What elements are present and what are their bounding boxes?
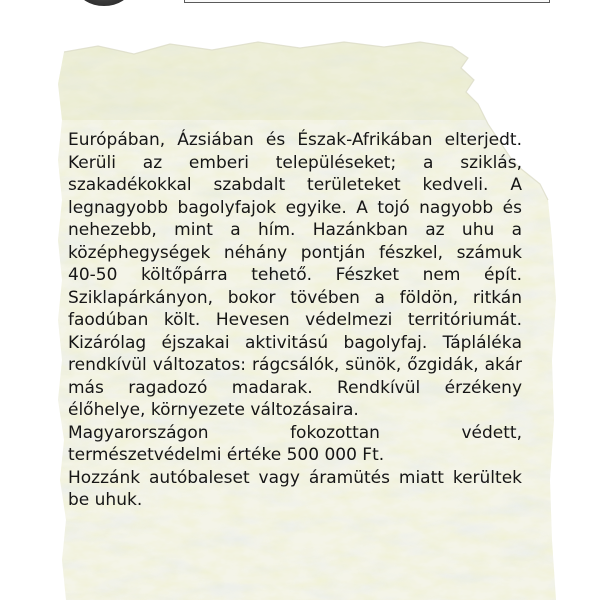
paragraph-origin: Hozzánk autóbaleset vagy áramütés miatt kerültek be uhuk. [68,467,522,510]
body-text [68,129,522,512]
paragraph-description: Európában, Ázsiában és Észak-Afrikában elterjedt. Kerüli az emberi településeket; a sziklás, szakadékokkal szabdalt területeket kedveli. A legnagyobb bagolyfajok egyike. A tojó nagyobb és nehezebb, mint a hím. Hazánkban az uhu a középhegységek néhány pontján fészkel, számuk 40-50 költőpárra tehető. Fészket nem épít. Sziklapárkányon, bokor tövében a földön, ritkán faodúban költ. Hevesen védelmezi territóriumát. Kizárólag éjszakai aktivitású bagolyfaj. Táplálékа rendkívül változatos: rágcsálók, sünök, őzgidák, akár más ragadozó madarak. Rendkívül érzékeny élőhelye, környezete változásaira. [68,130,522,420]
paragraph-protection-value: Magyarországon fokozottan védett, természetvédelmi értéke 500 000 Ft. [68,422,522,465]
